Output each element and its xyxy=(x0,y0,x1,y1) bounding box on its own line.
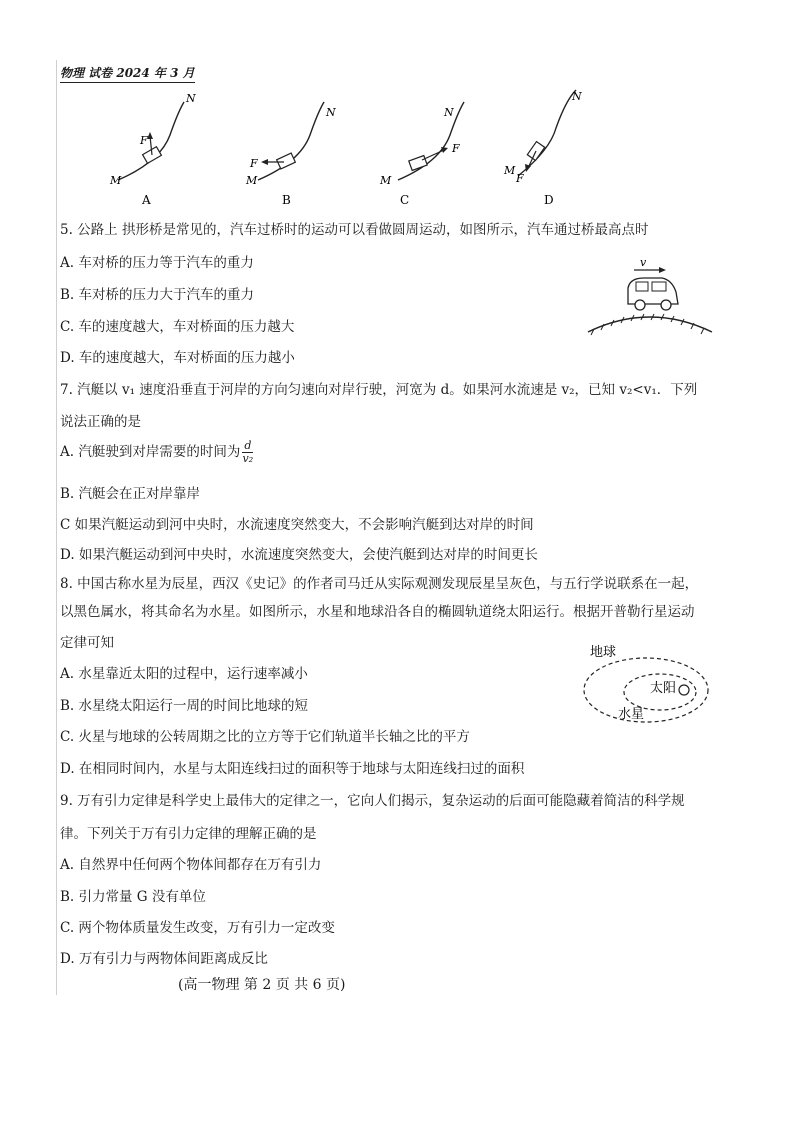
option-label: D xyxy=(544,193,554,207)
earth-label: 地球 xyxy=(590,645,617,660)
car-icon xyxy=(628,278,678,310)
force-label: F xyxy=(452,142,460,155)
q7-stem-line-2: 说法正确的是 xyxy=(60,414,141,430)
q9-stem-line-2: 律。下列关于万有引力定律的理解正确的是 xyxy=(60,826,317,842)
q8-option-d: D. 在相同时间内，水星与太阳连线扫过的面积等于地球与太阳连线扫过的面积 xyxy=(60,761,525,777)
force-label: F xyxy=(140,134,148,147)
scan-edge-line xyxy=(56,60,57,995)
q6-option-d: D. 车的速度越大，车对桥面的压力越小 xyxy=(60,350,295,366)
sun-icon xyxy=(679,685,689,695)
velocity-label: v xyxy=(640,256,647,269)
q9-option-b: B. 引力常量 G 没有单位 xyxy=(60,889,206,905)
force-label: F xyxy=(250,157,258,170)
q7-option-a-text: A. 汽艇驶到对岸需要的时间为 xyxy=(60,444,241,460)
q8-option-b: B. 水星绕太阳运行一周的时间比地球的短 xyxy=(60,698,309,714)
q8-stem-line-3: 定律可知 xyxy=(60,635,114,651)
figure-c xyxy=(379,102,464,207)
page-footer: (高一物理 第 2 页 共 6 页) xyxy=(178,977,346,993)
q9-option-a: A. 自然界中任何两个物体间都存在万有引力 xyxy=(60,857,322,873)
q9-option-d: D. 万有引力与两物体间距离成反比 xyxy=(60,951,268,967)
figure-d xyxy=(503,90,582,207)
mercury-label: 水星 xyxy=(618,707,645,722)
page-header: 物理 试卷 2024 年 3 月 xyxy=(60,64,195,83)
svg-text:N: N xyxy=(572,90,582,103)
q7-stem-line-1: 7. 汽艇以 v₁ 速度沿垂直于河岸的方向匀速向对岸行驶，河宽为 d。如果河水流速是 v₂，已知 v₂<v₁．下列 xyxy=(60,382,698,398)
fraction-d-over-v2: $\frac{d}{\text{v₂}}$ xyxy=(242,439,254,465)
q7-option-c: C 如果汽艇运动到河中央时，水流速度突然变大，不会影响汽艇到达对岸的时间 xyxy=(60,517,534,533)
orbit-figure xyxy=(582,642,724,728)
q6-option-b: B. 车对桥的压力大于汽车的重力 xyxy=(60,287,255,303)
q8-option-a: A. 水星靠近太阳的过程中，运行速率减小 xyxy=(60,666,308,682)
option-label: B xyxy=(282,193,291,207)
q7-option-a xyxy=(60,440,253,465)
q9-option-c: C. 两个物体质量发生改变，万有引力一定改变 xyxy=(60,920,335,936)
svg-text:M: M xyxy=(110,174,122,187)
figure-a xyxy=(109,92,196,207)
option-label: A xyxy=(142,193,151,207)
q9-stem-line-1: 9. 万有引力定律是科学史上最伟大的定律之一，它向人们揭示，复杂运动的后面可能隐藏着简洁的科学规 xyxy=(60,793,685,809)
force-label: F xyxy=(516,172,524,185)
car-bridge-figure xyxy=(584,252,716,336)
option-label: C xyxy=(400,193,410,207)
svg-text:M: M xyxy=(246,174,258,187)
q8-option-c: C. 火星与地球的公转周期之比的立方等于它们轨道半长轴之比的平方 xyxy=(60,729,470,745)
q8-stem-line-1: 8. 中国古称水星为辰星，西汉《史记》的作者司马迁从实际观测发现辰星呈灰色，与五行学说联系在一起， xyxy=(60,576,699,592)
svg-text:M: M xyxy=(380,174,392,187)
svg-text:N: N xyxy=(326,106,336,119)
q6-stem: 5. 公路上 拱形桥是常见的，汽车过桥时的运动可以看做圆周运动，如图所示，汽车通过桥最高点时 xyxy=(60,222,649,238)
q7-option-d: D. 如果汽艇运动到河中央时，水流速度突然变大，会使汽艇到达对岸的时间更长 xyxy=(60,547,538,563)
svg-text:M: M xyxy=(504,164,516,177)
curve-force-figures xyxy=(100,80,620,212)
q6-option-c: C. 车的速度越大，车对桥面的压力越大 xyxy=(60,319,295,335)
q6-option-a: A. 车对桥的压力等于汽车的重力 xyxy=(60,255,254,271)
svg-text:N: N xyxy=(444,106,454,119)
figure-b xyxy=(245,102,336,207)
q8-stem-line-2: 以黑色属水，将其命名为水星。如图所示，水星和地球沿各自的椭圆轨道绕太阳运行。根据开普勒行星运动 xyxy=(60,604,695,620)
svg-text:N: N xyxy=(186,92,196,105)
sun-label: 太阳 xyxy=(650,681,677,696)
q7-option-b: B. 汽艇会在正对岸靠岸 xyxy=(60,486,201,502)
